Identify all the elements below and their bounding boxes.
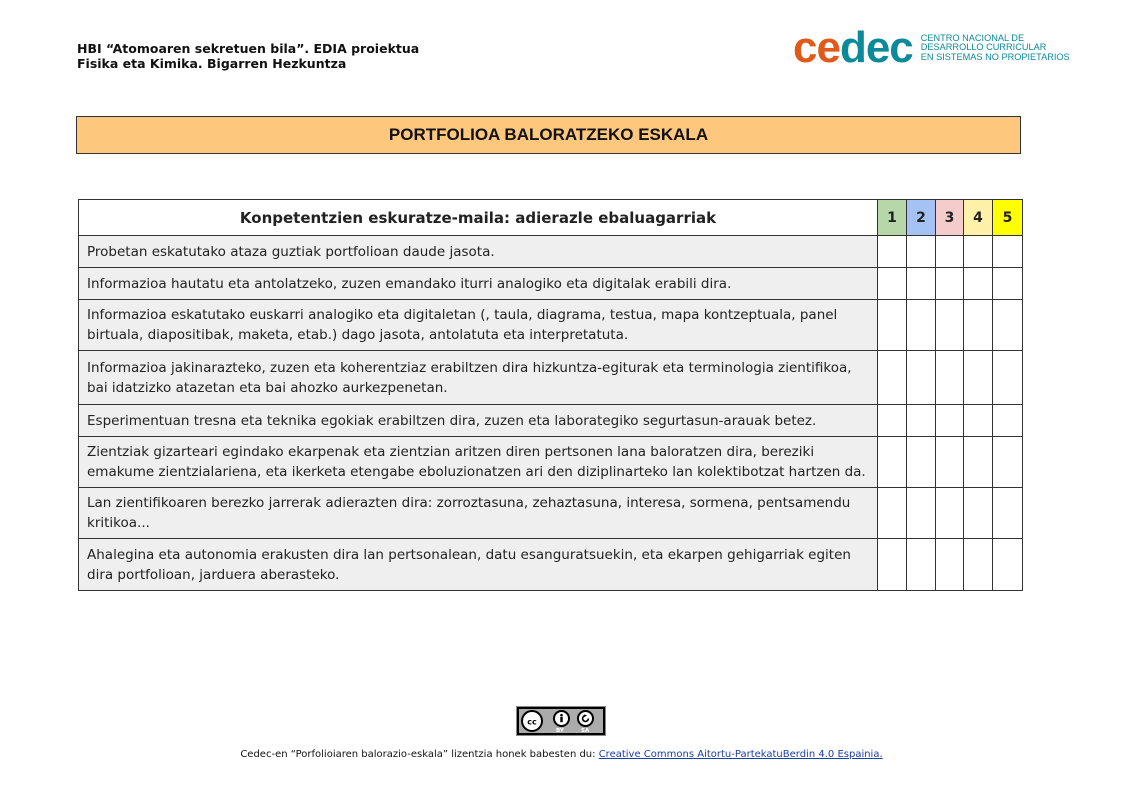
criterion-text: Esperimentuan tresna eta teknika egokiak erabiltzen dira, zuzen eta laborategiko segurtasun-arauak betez. xyxy=(79,405,878,437)
logo-wordmark xyxy=(793,23,913,72)
level-header-3: 3 xyxy=(936,200,964,236)
score-cell[interactable] xyxy=(993,351,1023,405)
table-row xyxy=(79,539,1023,591)
score-cell[interactable] xyxy=(964,300,993,351)
score-cell[interactable] xyxy=(936,268,964,300)
criterion-text: Ahalegina eta autonomia erakusten dira lan pertsonalean, datu esanguratsuekin, eta ekarpen gehigarriak egiten dira portfolioan, jarduera aberasteko. xyxy=(79,539,878,591)
score-cell[interactable] xyxy=(907,488,936,539)
score-cell[interactable] xyxy=(993,236,1023,268)
score-cell[interactable] xyxy=(878,236,907,268)
score-cell[interactable] xyxy=(993,437,1023,488)
svg-text:cc: cc xyxy=(527,717,537,727)
criterion-text: Informazioa jakinarazteko, zuzen eta koherentziaz erabiltzen dira hizkuntza-egiturak eta terminologia zientifikoa, bai idatzizko atazetan eta bai ahozko aurkezpenetan. xyxy=(79,351,878,405)
score-cell[interactable] xyxy=(993,405,1023,437)
score-cell[interactable] xyxy=(907,268,936,300)
score-cell[interactable] xyxy=(907,236,936,268)
cc-icon xyxy=(521,710,543,732)
score-cell[interactable] xyxy=(993,268,1023,300)
score-cell[interactable] xyxy=(936,300,964,351)
table-row xyxy=(79,437,1023,488)
license-text: Cedec-en “Porfolioiaren balorazio-eskala” lizentzia honek babesten du: xyxy=(240,749,596,760)
score-cell[interactable] xyxy=(907,437,936,488)
score-cell[interactable] xyxy=(964,268,993,300)
assessment-table xyxy=(78,199,1023,591)
criterion-text: Informazioa hautatu eta antolatzeko, zuzen emandako iturri analogiko eta digitalak erabili dira. xyxy=(79,268,878,300)
score-cell[interactable] xyxy=(964,488,993,539)
logo-subtitle xyxy=(921,34,1070,63)
cedec-logo xyxy=(793,23,1070,72)
table-row xyxy=(79,300,1023,351)
sa-label: SA xyxy=(581,728,590,734)
score-cell[interactable] xyxy=(993,488,1023,539)
score-cell[interactable] xyxy=(878,300,907,351)
document-header xyxy=(77,41,419,71)
level-header-4: 4 xyxy=(964,200,993,236)
score-cell[interactable] xyxy=(964,236,993,268)
score-cell[interactable] xyxy=(907,351,936,405)
score-cell[interactable] xyxy=(936,351,964,405)
level-header-1: 1 xyxy=(878,200,907,236)
logo-word-part2: dec xyxy=(839,23,913,72)
table-row xyxy=(79,236,1023,268)
score-cell[interactable] xyxy=(936,405,964,437)
score-cell[interactable] xyxy=(936,437,964,488)
page-title: PORTFOLIOA BALORATZEKO ESKALA xyxy=(76,116,1021,154)
criterion-text: Probetan eskatutako ataza guztiak portfolioan daude jasota. xyxy=(79,236,878,268)
score-cell[interactable] xyxy=(964,437,993,488)
score-cell[interactable] xyxy=(964,405,993,437)
score-cell[interactable] xyxy=(936,488,964,539)
creative-commons-badge[interactable] xyxy=(516,706,606,736)
criteria-header: Konpetentzien eskuratze-maila: adierazle ebaluagarriak xyxy=(79,200,878,236)
attribution-icon xyxy=(553,710,570,727)
score-cell[interactable] xyxy=(936,539,964,591)
table-header-row xyxy=(79,200,1023,236)
score-cell[interactable] xyxy=(878,405,907,437)
license-link[interactable]: Creative Commons Aitortu-PartekatuBerdin 4.0 Espainia. xyxy=(598,749,883,760)
logo-subtitle-line: CENTRO NACIONAL DE xyxy=(920,32,1025,43)
table-row xyxy=(79,351,1023,405)
score-cell[interactable] xyxy=(878,351,907,405)
share-alike-glyph xyxy=(579,712,592,725)
share-alike-icon xyxy=(577,710,594,727)
criterion-text: Lan zientifikoaren berezko jarrerak adierazten dira: zorroztasuna, zehaztasuna, interesa, sormena, pentsamendu kritikoa... xyxy=(79,488,878,539)
criterion-text: Informazioa eskatutako euskarri analogiko eta digitaletan (, taula, diagrama, testua, mapa kontzeptuala, panel birtuala, diapositibak, maketa, etab.) dago jasota, antolatuta eta interpretatuta. xyxy=(79,300,878,351)
cc-glyph xyxy=(523,712,541,730)
logo-subtitle-line: EN SISTEMAS NO PROPIETARIOS xyxy=(920,51,1070,62)
table-row xyxy=(79,488,1023,539)
subject-subtitle: Fisika eta Kimika. Bigarren Hezkuntza xyxy=(77,56,347,71)
attribution-glyph xyxy=(555,712,568,725)
project-title: HBI “Atomoaren sekretuen bila”. EDIA proiektua xyxy=(77,41,420,56)
score-cell[interactable] xyxy=(907,405,936,437)
logo-word-part1: ce xyxy=(793,23,840,72)
table-row xyxy=(79,268,1023,300)
score-cell[interactable] xyxy=(878,437,907,488)
score-cell[interactable] xyxy=(878,539,907,591)
score-cell[interactable] xyxy=(907,539,936,591)
level-header-2: 2 xyxy=(907,200,936,236)
level-header-5: 5 xyxy=(993,200,1023,236)
score-cell[interactable] xyxy=(907,300,936,351)
by-label: BY xyxy=(556,728,564,734)
score-cell[interactable] xyxy=(993,300,1023,351)
score-cell[interactable] xyxy=(878,268,907,300)
score-cell[interactable] xyxy=(936,236,964,268)
criterion-text: Zientziak gizarteari egindako ekarpenak eta zientzian aritzen diren pertsonen lana baloratzen dira, bereziki emakume zientzialariena, eta ikerketa etengabe eboluzionatzen ari den diziplinarteko lan kolektibotzat hartzen da. xyxy=(79,437,878,488)
score-cell[interactable] xyxy=(964,351,993,405)
license-notice xyxy=(0,749,1123,760)
logo-subtitle-line: DESARROLLO CURRICULAR xyxy=(920,42,1047,53)
score-cell[interactable] xyxy=(878,488,907,539)
table-row xyxy=(79,405,1023,437)
score-cell[interactable] xyxy=(964,539,993,591)
score-cell[interactable] xyxy=(993,539,1023,591)
